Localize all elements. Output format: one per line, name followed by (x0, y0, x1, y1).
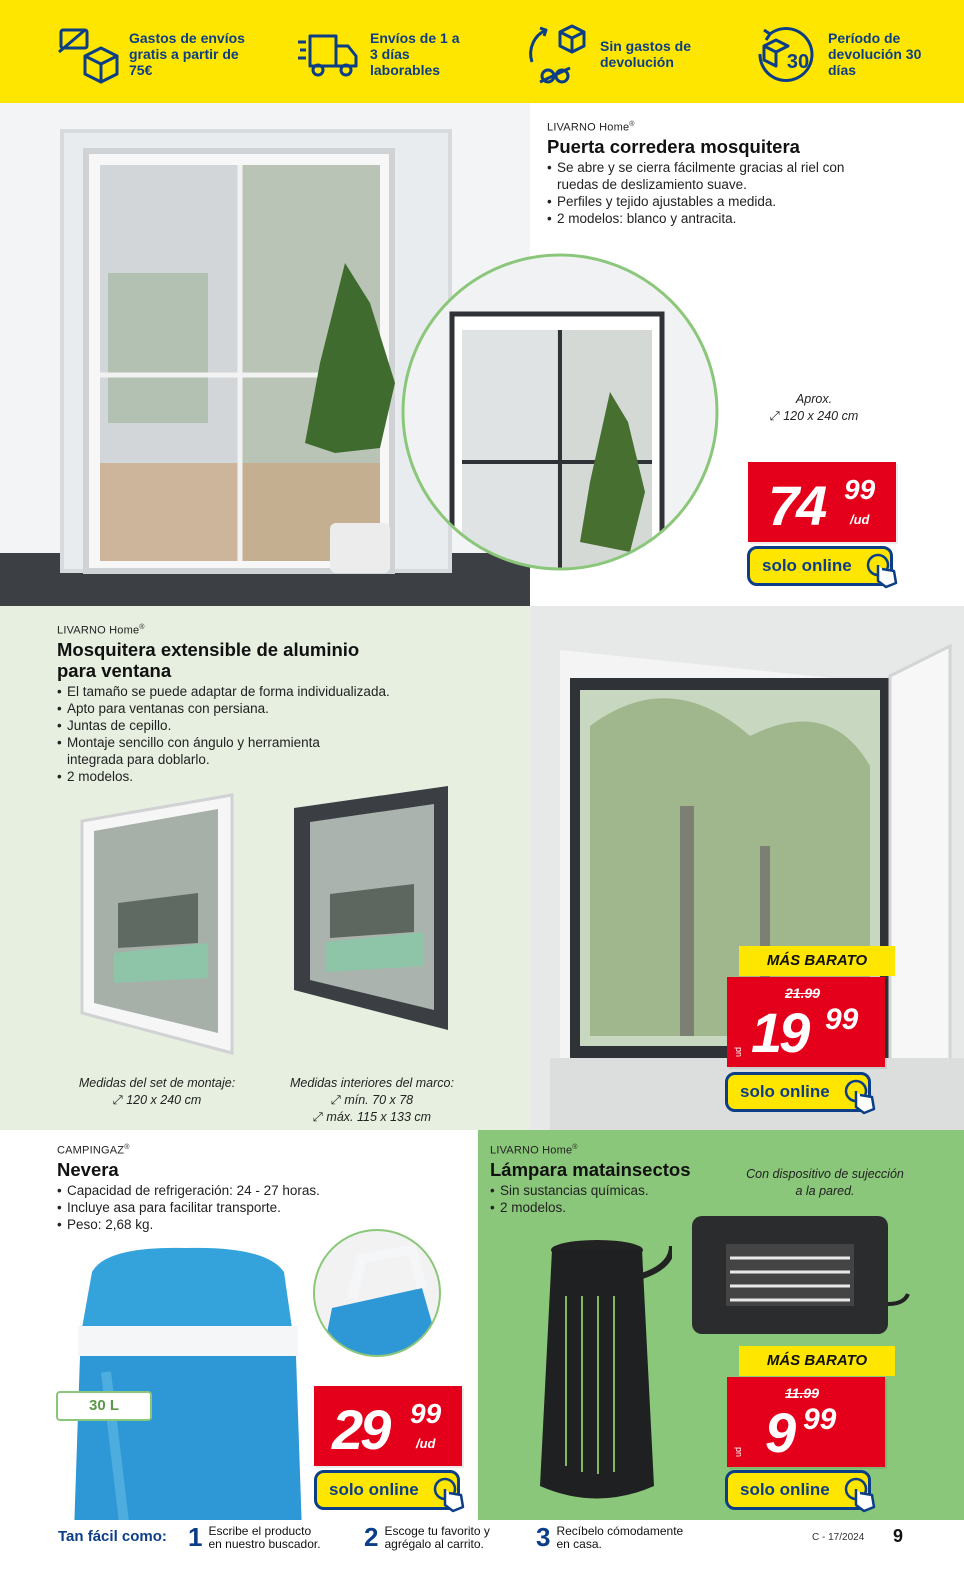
footer-step-3: 3 Recíbelo cómodamente en casa. (536, 1522, 684, 1552)
bullet: • Apto para ventanas con persiana. (57, 700, 417, 717)
capacity-label: 30 L (56, 1391, 152, 1421)
bullet: • Incluye asa para facilitar transporte. (57, 1199, 477, 1216)
bullet: • Peso: 2,68 kg. (57, 1216, 477, 1233)
diagonal-arrow-icon: ⤢ (312, 1110, 323, 1124)
product-title: Lámpara matainsectos (490, 1158, 691, 1180)
product2-price: 21.99 ud 19 99 (727, 977, 885, 1067)
diagonal-arrow-icon: ⤢ (112, 1093, 123, 1107)
banner-text: Período de devolución 30 días (828, 30, 922, 78)
product4-info (490, 1144, 730, 1216)
click-hand-icon (864, 551, 904, 591)
diagonal-arrow-icon: ⤢ (769, 409, 780, 423)
bullet: • Capacidad de refrigeración: 24 - 27 horas. (57, 1182, 477, 1199)
product1-solo-online-button[interactable]: solo online (747, 546, 893, 586)
bullet: • Sin sustancias químicas. (490, 1182, 730, 1199)
product1-info (547, 121, 947, 227)
bullet: • Se abre y se cierra fácilmente gracias al riel con ruedas de deslizamiento suave. (547, 159, 887, 193)
product-bullets (547, 159, 887, 227)
product-brand: LIVARNO Home® (490, 1144, 578, 1157)
banner-text: Envíos de 1 a 3 días laborables (370, 30, 460, 78)
top-banner (0, 0, 964, 103)
diagonal-arrow-icon: ⤢ (330, 1093, 341, 1107)
banner-text: Gastos de envíos gratis a partir de 75€ (129, 30, 245, 78)
product4-price: 11.99 ud 9 99 (727, 1377, 885, 1467)
product2-solo-online-button[interactable]: solo online (725, 1072, 871, 1112)
footer (0, 1520, 964, 1587)
product2-info (57, 624, 477, 785)
banner-return-period (754, 22, 964, 86)
sliding-door-detail-circle (400, 252, 720, 572)
product4-solo-online-button[interactable]: solo online (725, 1470, 871, 1510)
banner-free-returns (526, 22, 726, 86)
bullet: • Montaje sencillo con ángulo y herramienta integrada para doblarlo. (57, 734, 357, 768)
free-returns-icon (526, 22, 590, 86)
product-title: Nevera (57, 1158, 119, 1180)
anthracite-screen-image (290, 784, 452, 1032)
bullet: • Perfiles y tejido ajustables a medida. (547, 193, 887, 210)
svg-text:30: 30 (786, 51, 810, 73)
bullet: • Juntas de cepillo. (57, 717, 417, 734)
insect-lamp-image (522, 1236, 672, 1524)
step-number: 1 (188, 1522, 203, 1552)
product2-frame-size-note: Medidas interiores del marco: ⤢ mín. 70 x 78 ⤢ máx. 115 x 133 cm (290, 1076, 454, 1124)
banner-free-shipping (55, 22, 255, 86)
banner-delivery (296, 22, 496, 86)
product-bullets (57, 1182, 477, 1233)
bullet: • 2 modelos: blanco y antracita. (547, 210, 887, 227)
product4-cheaper-badge: MÁS BARATO (739, 1346, 895, 1376)
product2-set-size-note: Medidas del set de montaje: ⤢ 120 x 240 cm (78, 1076, 236, 1107)
bullet: • El tamaño se puede adaptar de forma individualizada. (57, 683, 417, 700)
product4-wall-mount-note: Con dispositivo de sujección a la pared. (746, 1167, 904, 1198)
step-number: 2 (364, 1522, 379, 1552)
delivery-truck-icon (296, 22, 360, 86)
product1-size-note: Aprox. ⤢ 120 x 240 cm (769, 392, 859, 423)
footer-step-2: 2 Escoge tu favorito y agrégalo al carrito. (364, 1522, 490, 1552)
click-hand-icon (842, 1475, 882, 1515)
catalog-code: C - 17/2024 (812, 1532, 865, 1543)
banner-text: Sin gastos de devolución (600, 38, 692, 70)
bullet: • 2 modelos. (490, 1199, 730, 1216)
product-brand: LIVARNO Home® (547, 121, 635, 134)
product2-cheaper-badge: MÁS BARATO (739, 946, 895, 976)
product-title: Puerta corredera mosquitera (547, 135, 800, 157)
footer-step-1: 1 Escribe el producto en nuestro buscador. (188, 1522, 321, 1552)
return-30-days-icon (754, 22, 818, 86)
product3-info (57, 1144, 477, 1233)
white-screen-image (78, 793, 238, 1055)
wall-insect-lamp-image (690, 1214, 910, 1336)
step-number: 3 (536, 1522, 551, 1552)
product-title: Mosquitera extensible de aluminio para ventana (57, 638, 360, 681)
bullet: • 2 modelos. (57, 768, 417, 785)
click-hand-icon (431, 1475, 471, 1515)
product1-price: 74 99 /ud (748, 462, 896, 542)
cooler-handle-detail-circle (312, 1228, 442, 1358)
product3-price: 29 99 /ud (314, 1386, 462, 1466)
product-brand: CAMPINGAZ® (57, 1144, 130, 1157)
free-shipping-box-icon (55, 22, 119, 86)
product3-solo-online-button[interactable]: solo online (314, 1470, 460, 1510)
click-hand-icon (842, 1077, 882, 1117)
footer-lead: Tan fácil como: (58, 1528, 167, 1545)
product-bullets (57, 683, 417, 785)
product-bullets (490, 1182, 730, 1216)
page-number: 9 (893, 1526, 904, 1546)
product-brand: LIVARNO Home® (57, 624, 145, 637)
